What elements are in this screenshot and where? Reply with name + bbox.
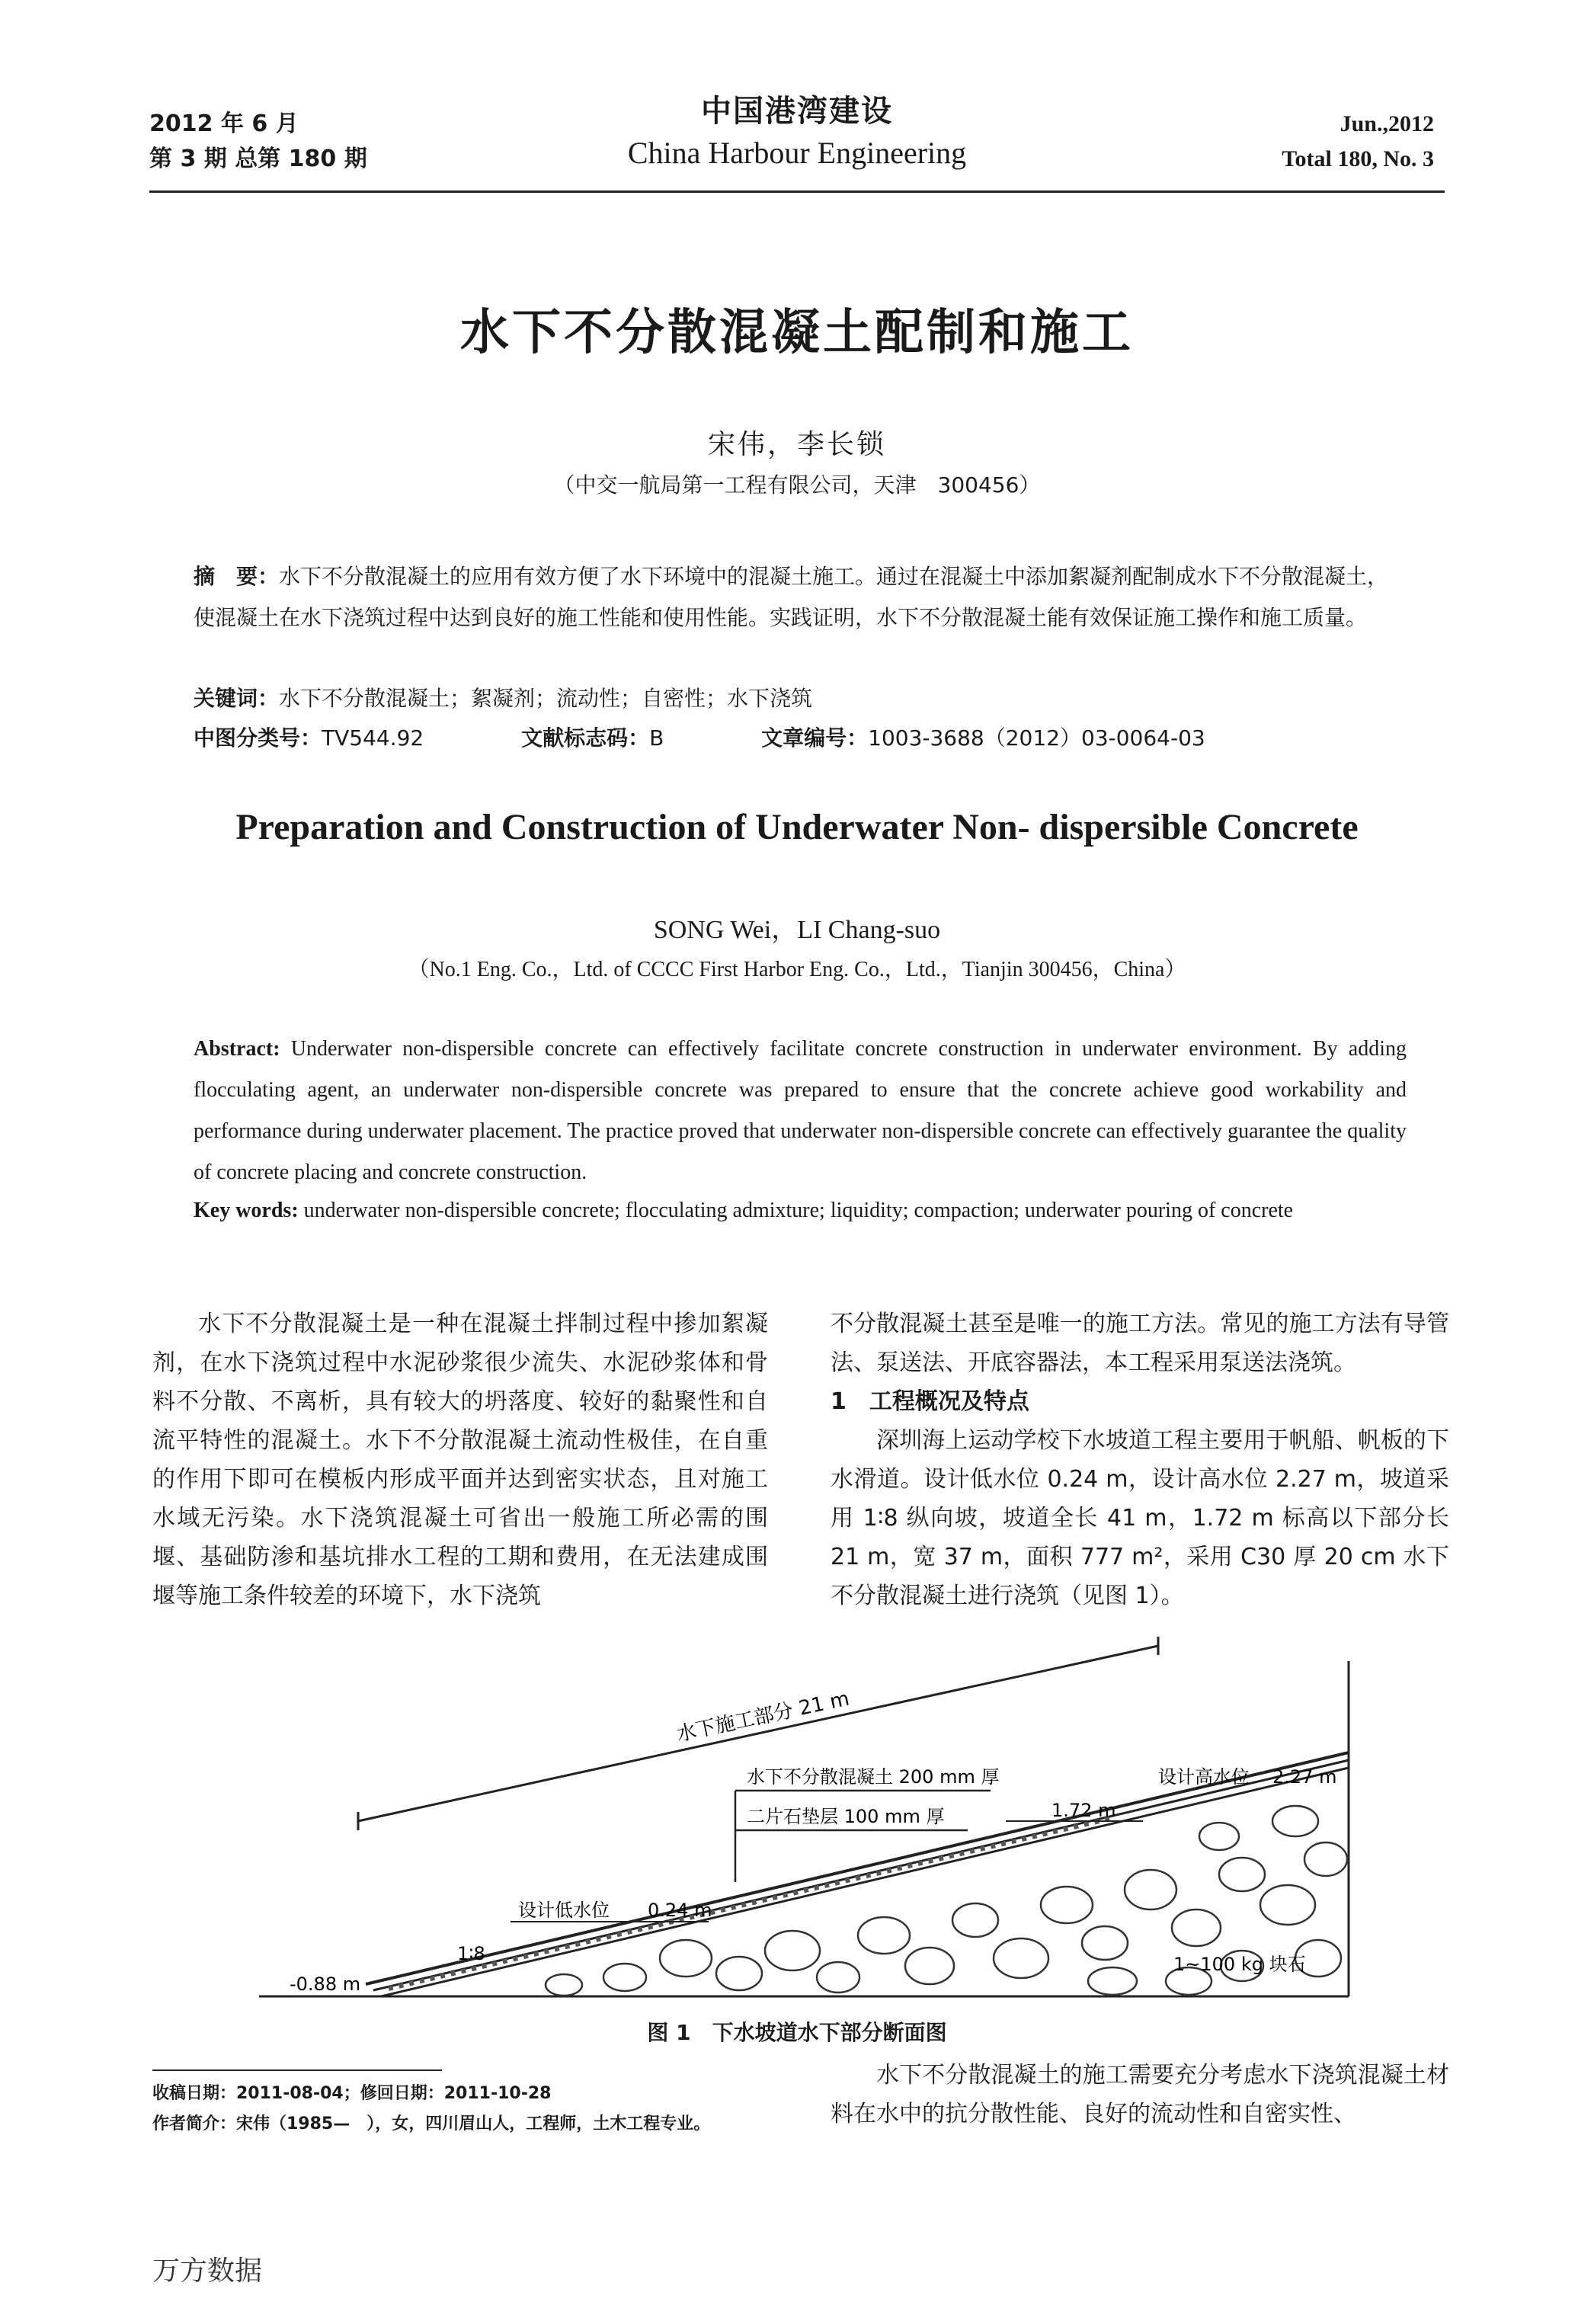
keywords-en-label: Key words: [194, 1199, 299, 1222]
footnote-rule [152, 2070, 442, 2071]
header-left [149, 107, 367, 177]
label-low-water: 设计低水位 [518, 1900, 610, 1921]
abstract-en-text: Underwater non-dispersible concrete can effectively facilitate concrete construction in underwater environment. By adding flocculating agent, an underwater non-dispersible concrete was prepared to ensure that the concrete achieve good workability and performance during underwater placement. The practice proved that underwater non-dispersible concrete can effectively guarantee the quality of concrete placing and concrete construction. [194, 1037, 1407, 1184]
figure-1-slope-section [259, 1631, 1402, 2012]
abstract-cn [194, 556, 1407, 639]
label-rock-fill: 1~100 kg 块石 [1173, 1954, 1306, 1975]
issue-number-en: Total 180, No. 3 [1282, 146, 1434, 171]
affiliation-cn: （中交一航局第一工程有限公司，天津 300456） [553, 472, 1041, 498]
article-no-label: 文章编号： [761, 725, 869, 751]
value-high-water: 2.27 m [1272, 1766, 1337, 1788]
authors-en: SONG Wei，LI Chang-suo [653, 916, 941, 944]
issue-number-cn: 第 3 期 总第 180 期 [149, 146, 367, 172]
label-high-water: 设计高水位 [1158, 1766, 1250, 1788]
keywords-cn [194, 678, 1407, 719]
classification-line [194, 718, 1407, 759]
figure-1-caption: 图 1 下水坡道水下部分断面图 [647, 2020, 947, 2045]
label-concrete-layer: 水下不分散混凝土 200 mm 厚 [747, 1766, 1000, 1788]
doc-code-value: B [649, 725, 664, 751]
article-no-value: 1003-3688（2012）03-0064-03 [868, 725, 1205, 751]
journal-masthead [579, 90, 1015, 174]
abstract-cn-label: 摘 要： [194, 564, 280, 589]
intro-paragraph-continued: 不分散混凝土甚至是唯一的施工方法。常见的施工方法有导管法、泵送法、开底容器法，本工程采用泵送法浇筑。 [831, 1311, 1449, 1376]
header-right [1282, 107, 1434, 177]
authors-cn: 宋伟，李长锁 [707, 429, 886, 460]
abstract-en-label: Abstract: [194, 1037, 280, 1061]
intro-paragraph: 水下不分散混凝土是一种在混凝土拌制过程中掺加絮凝剂，在水下浇筑过程中水泥砂浆很少流失、水泥砂浆体和骨料不分散、不离析，具有较大的坍落度、较好的黏聚性和自流平特性的混凝土。水下不分散混凝土流动性极佳，在自重的作用下即可在模板内形成平面并达到密实状态，且对施工水域无污染。水下浇筑混凝土可省出一般施工所必需的围堰、基础防渗和基坑排水工程的工期和费用，在无法建成围堰等施工条件较差的环境下，水下浇筑 [152, 1311, 768, 1609]
affiliation-en: （No.1 Eng. Co.，Ltd. of CCCC First Harbor Eng. Co.，Ltd.，Tianjin 300456，China） [408, 958, 1186, 981]
value-elev-1-72: 1.72 m [1051, 1800, 1116, 1821]
abstract-cn-text: 水下不分散混凝土的应用有效方便了水下环境中的混凝土施工。通过在混凝土中添加絮凝剂配制成水下不分散混凝土，使混凝土在水下浇筑过程中达到良好的施工性能和使用性能。实践证明，水下不分散混凝土能有效保证施工操作和施工质量。 [194, 564, 1389, 630]
clc-label: 中图分类号： [194, 725, 322, 751]
body-left-column [152, 1304, 768, 1615]
issue-date-cn: 2012 年 6 月 [149, 110, 299, 137]
clc-value: TV544.92 [322, 725, 424, 751]
journal-name-cn: 中国港湾建设 [701, 94, 893, 129]
article-title-cn: 水下不分散混凝土配制和施工 [460, 305, 1134, 361]
header-rule [149, 190, 1445, 193]
abstract-en [194, 1029, 1407, 1193]
construction-paragraph: 水下不分散混凝土的施工需要充分考虑水下浇筑混凝土材料在水中的抗分散性能、良好的流动性和自密实性、 [831, 2062, 1449, 2127]
article-title-en: Preparation and Construction of Underwater Non- dispersible Concrete [235, 807, 1359, 847]
keywords-cn-text: 水下不分散混凝土；絮凝剂；流动性；自密性；水下浇筑 [279, 686, 813, 711]
value-bottom-elevation: -0.88 m [290, 1973, 361, 1995]
label-span: 水下施工部分 21 m [674, 1687, 852, 1746]
journal-name-en: China Harbour Engineering [627, 136, 967, 170]
author-bio: 作者简介：宋伟（1985— ），女，四川眉山人，工程师，土木工程专业。 [152, 2114, 711, 2134]
label-slope: 1∶8 [457, 1943, 485, 1964]
body-right-column-continued [831, 2056, 1449, 2134]
label-stone-bed: 二片石垫层 100 mm 厚 [747, 1806, 945, 1827]
stone-bed-hatch [389, 1818, 1112, 1989]
keywords-cn-label: 关键词： [194, 686, 280, 711]
section-1-heading: 1 工程概况及特点 [831, 1388, 1029, 1415]
doc-code-label: 文献标志码： [521, 725, 650, 751]
span-dimension-line [358, 1646, 1158, 1821]
received-dates: 收稿日期：2011-08-04；修回日期：2011-10-28 [152, 2084, 552, 2103]
value-low-water: 0.24 m [648, 1900, 712, 1921]
keywords-en [194, 1190, 1407, 1231]
keywords-en-text: underwater non-dispersible concrete; flocculating admixture; liquidity; compaction; underwater pouring of concrete [303, 1199, 1294, 1222]
project-overview-paragraph: 深圳海上运动学校下水坡道工程主要用于帆船、帆板的下水滑道。设计低水位 0.24 m，设计高水位 2.27 m，坡道采用 1∶8 纵向坡，坡道全长 41 m，1.72 m 标高以下部分长 21 m，宽 37 m，面积 777 m²，采用 C30 厚 20 cm 水下不分散混凝土进行浇筑（见图 1）。 [831, 1427, 1449, 1609]
issue-date-en: Jun.,2012 [1340, 111, 1434, 136]
footnotes [152, 2079, 710, 2140]
body-right-column [831, 1304, 1449, 1615]
source-watermark: 万方数据 [152, 2255, 263, 2287]
